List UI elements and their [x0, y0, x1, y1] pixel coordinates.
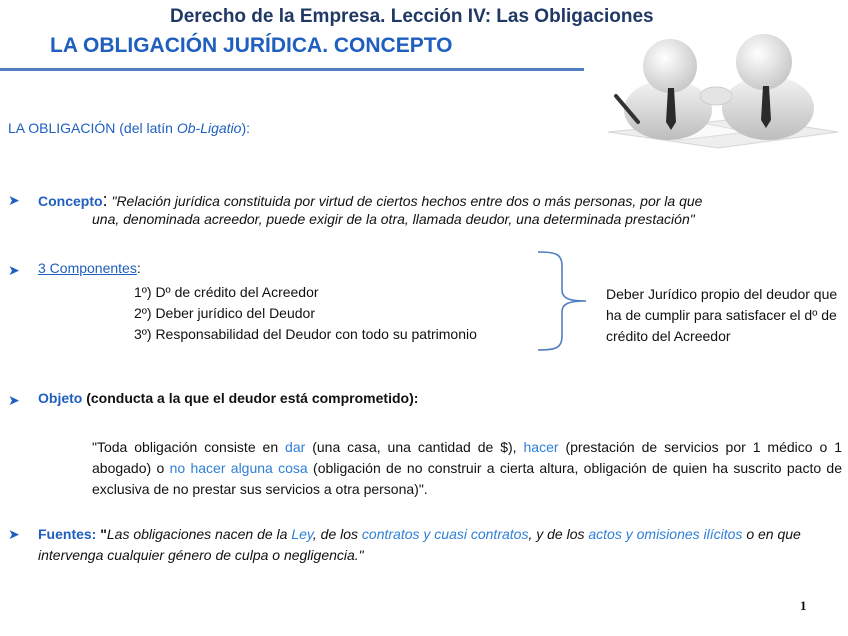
objeto-quote-part-4: (obligación de no construir a cierta altura, obligación de quien ha suscrito pacto de exclusiva de no prestar sus servicios a otra persona)".	[92, 460, 843, 497]
latin-suffix: ):	[241, 120, 251, 136]
bullet-arrow-icon: ➤	[8, 526, 20, 542]
handshake-illustration	[598, 32, 842, 150]
intro-line	[8, 120, 250, 136]
contratos-term: contratos y cuasi contratos	[361, 526, 529, 542]
concepto-text-2: una, denominada acreedor, puede exigir de la otra, llamada deudor, una determinada prestación"	[92, 211, 695, 227]
bullet-arrow-icon: ➤	[8, 192, 20, 208]
fuentes-paragraph	[38, 524, 838, 566]
fuentes-text-3: , y de los	[528, 526, 589, 542]
hacer-term: hacer	[523, 439, 559, 455]
bullet-arrow-icon: ➤	[8, 262, 20, 278]
actos-term: actos y omisiones ilícitos	[588, 526, 743, 542]
objeto-label: Objeto	[38, 390, 83, 406]
ley-term: Ley	[291, 526, 313, 542]
bullet-arrow-icon: ➤	[8, 392, 20, 408]
page-number: 1	[800, 598, 807, 613]
title-underline	[0, 68, 584, 71]
component-item-1: 1º) Dº de crédito del Acreedor	[134, 284, 319, 300]
latin-word: Ob-Ligatio	[176, 120, 242, 136]
obligation-term: LA OBLIGACIÓN	[8, 120, 116, 136]
concepto-text-1: "Relación jurídica constituida por virtud de ciertos hechos entre dos o más personas, por la que	[107, 193, 703, 209]
fuentes-quote-open: "	[96, 526, 107, 542]
objeto-quote-part-3: (prestación de servicios por 1 médico o 1 abogado) o	[92, 439, 842, 476]
objeto-desc: (conducta a la que el deudor está comprometido):	[82, 390, 419, 406]
concepto-line-1	[38, 190, 702, 211]
componentes-label: 3 Componentes	[38, 260, 137, 276]
componentes-note: Deber Jurídico propio del deudor que ha de cumplir para satisfacer el dº de crédito del Acreedor	[606, 286, 838, 344]
componentes-heading	[38, 260, 141, 276]
fuentes-text-1: Las obligaciones nacen de la	[106, 526, 292, 542]
slide-title: LA OBLIGACIÓN JURÍDICA. CONCEPTO	[50, 34, 453, 57]
objeto-quote-part-2: (una casa, una cantidad de $),	[305, 439, 524, 455]
latin-prefix: (del latín	[119, 120, 177, 136]
course-title: Derecho de la Empresa. Lección IV: Las Obligaciones	[170, 6, 654, 27]
component-item-2: 2º) Deber jurídico del Deudor	[134, 305, 315, 321]
objeto-quote-start: "Toda obligación consiste en	[92, 439, 286, 455]
fuentes-text-2: , de los	[312, 526, 362, 542]
fuentes-text-4: o en que intervenga cualquier género de culpa o negligencia."	[38, 526, 801, 563]
objeto-quote	[92, 437, 842, 500]
componentes-colon: :	[136, 260, 141, 276]
concepto-label: Concepto	[38, 193, 103, 209]
curly-brace-icon	[536, 250, 590, 354]
dar-term: dar	[285, 439, 306, 455]
concepto-colon: :	[102, 190, 108, 210]
no-hacer-term: no hacer alguna cosa	[169, 460, 308, 476]
fuentes-label: Fuentes:	[38, 526, 97, 542]
objeto-heading	[38, 390, 418, 406]
component-item-3: 3º) Responsabilidad del Deudor con todo su patrimonio	[134, 326, 477, 342]
